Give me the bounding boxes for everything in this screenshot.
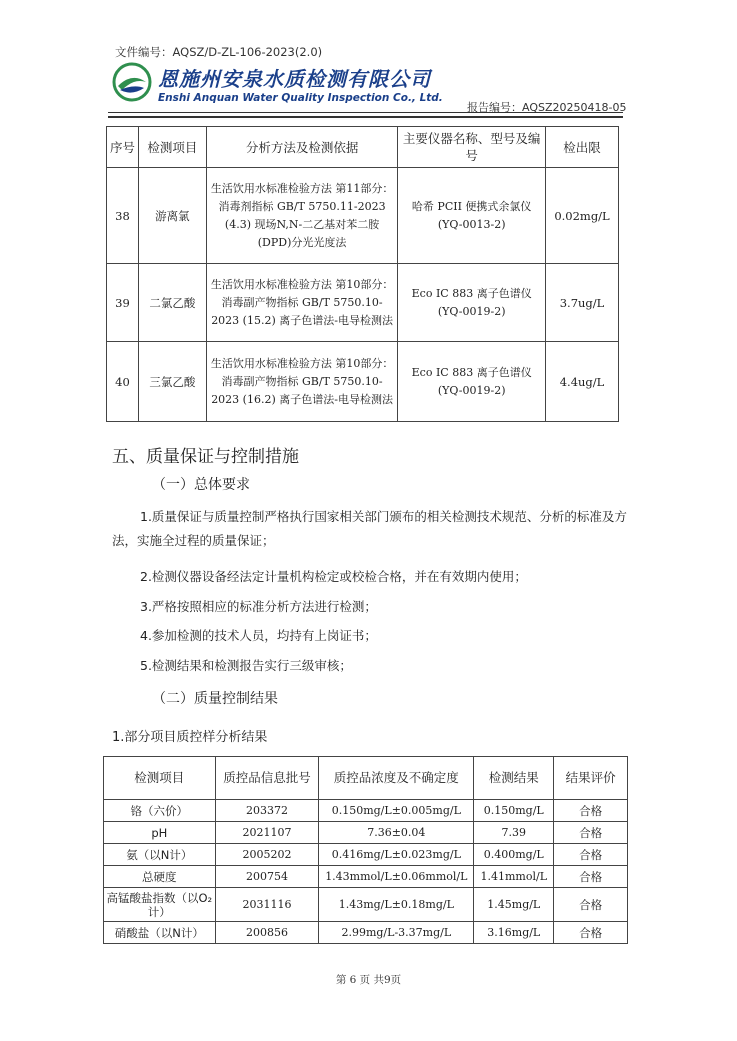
row-method: 生活饮用水标准检验方法 第11部分：消毒剂指标 GB/T 5750.11-2023 (4.3) 现场N,N-二乙基对苯二胺(DPD)分光光度法 bbox=[206, 168, 398, 264]
table-row bbox=[104, 888, 628, 922]
row-limit: 4.4ug/L bbox=[546, 342, 619, 422]
table-row bbox=[104, 866, 628, 888]
qc-conc: 0.150mg/L±0.005mg/L bbox=[319, 800, 474, 822]
qc-result: 1.45mg/L bbox=[474, 888, 554, 922]
col-header-method: 分析方法及检测依据 bbox=[206, 127, 398, 168]
row-limit: 0.02mg/L bbox=[546, 168, 619, 264]
qc-eval: 合格 bbox=[554, 800, 628, 822]
requirement-item-3: 3.严格按照相应的标准分析方法进行检测； bbox=[140, 599, 377, 614]
qc-item: pH bbox=[104, 822, 216, 844]
qc-item: 氨（以N计） bbox=[104, 844, 216, 866]
qc-item: 铬（六价） bbox=[104, 800, 216, 822]
qc-conc: 1.43mmol/L±0.06mmol/L bbox=[319, 866, 474, 888]
col-header-conc: 质控品浓度及不确定度 bbox=[319, 757, 474, 800]
qc-batch: 2021107 bbox=[215, 822, 319, 844]
requirement-item-1: 1.质量保证与质量控制严格执行国家相关部门颁布的相关检测技术规范、分析的标准及方法，实施全过程的质量保证； bbox=[112, 509, 627, 548]
qc-eval: 合格 bbox=[554, 822, 628, 844]
qc-conc: 7.36±0.04 bbox=[319, 822, 474, 844]
table-row bbox=[104, 844, 628, 866]
table-header-row bbox=[104, 757, 628, 800]
qc-result: 0.150mg/L bbox=[474, 800, 554, 822]
table-row bbox=[104, 922, 628, 944]
table-row bbox=[104, 800, 628, 822]
qc-batch: 2005202 bbox=[215, 844, 319, 866]
company-name-cn: 恩施州安泉水质检测有限公司 bbox=[158, 67, 431, 91]
row-no: 39 bbox=[107, 264, 139, 342]
row-instrument: 哈希 PCII 便携式余氯仪 (YQ-0013-2) bbox=[398, 168, 546, 264]
qc-conc: 2.99mg/L-3.37mg/L bbox=[319, 922, 474, 944]
table-row bbox=[107, 264, 619, 342]
page-number: 第 6 页 共9页 bbox=[335, 974, 402, 986]
row-no: 40 bbox=[107, 342, 139, 422]
subsection-qc-results: （二）质量控制结果 bbox=[152, 691, 278, 707]
header-divider-thick bbox=[108, 116, 623, 118]
qc-sample-heading: 1.部分项目质控样分析结果 bbox=[112, 730, 268, 745]
qc-eval: 合格 bbox=[554, 844, 628, 866]
requirement-item-4: 4.参加检测的技术人员，均持有上岗证书； bbox=[140, 628, 377, 643]
report-number: 报告编号：AQSZ20250418-05 bbox=[467, 101, 627, 114]
col-header-no: 序号 bbox=[107, 127, 139, 168]
row-instrument: Eco IC 883 离子色谱仪 (YQ-0019-2) bbox=[398, 264, 546, 342]
col-header-item: 检测项目 bbox=[104, 757, 216, 800]
row-no: 38 bbox=[107, 168, 139, 264]
qc-batch: 200856 bbox=[215, 922, 319, 944]
requirement-item-5: 5.检测结果和检测报告实行三级审核； bbox=[140, 658, 352, 673]
col-header-eval: 结果评价 bbox=[554, 757, 628, 800]
qc-eval: 合格 bbox=[554, 922, 628, 944]
col-header-item: 检测项目 bbox=[138, 127, 206, 168]
row-instrument: Eco IC 883 离子色谱仪 (YQ-0019-2) bbox=[398, 342, 546, 422]
qc-batch: 2031116 bbox=[215, 888, 319, 922]
qc-eval: 合格 bbox=[554, 866, 628, 888]
document-number: 文件编号：AQSZ/D-ZL-106-2023(2.0) bbox=[115, 45, 323, 59]
qc-table bbox=[103, 756, 628, 944]
row-item: 二氯乙酸 bbox=[138, 264, 206, 342]
company-name-en: Enshi Anquan Water Quality Inspection Co., Ltd. bbox=[158, 92, 443, 104]
row-limit: 3.7ug/L bbox=[546, 264, 619, 342]
table-header-row bbox=[107, 127, 619, 168]
qc-result: 1.41mmol/L bbox=[474, 866, 554, 888]
table-row bbox=[104, 822, 628, 844]
table-row bbox=[107, 168, 619, 264]
qc-eval: 合格 bbox=[554, 888, 628, 922]
col-header-batch: 质控品信息批号 bbox=[215, 757, 319, 800]
qc-item: 高锰酸盐指数（以O₂计） bbox=[104, 888, 216, 922]
row-method: 生活饮用水标准检验方法 第10部分：消毒副产物指标 GB/T 5750.10-2023 (15.2) 离子色谱法-电导检测法 bbox=[206, 264, 398, 342]
qc-result: 0.400mg/L bbox=[474, 844, 554, 866]
qc-batch: 203372 bbox=[215, 800, 319, 822]
header-divider bbox=[108, 112, 623, 113]
company-logo-icon bbox=[112, 62, 152, 102]
qc-result: 3.16mg/L bbox=[474, 922, 554, 944]
requirement-item-2: 2.检测仪器设备经法定计量机构检定或校检合格，并在有效期内使用； bbox=[140, 569, 527, 584]
table-row bbox=[107, 342, 619, 422]
col-header-result: 检测结果 bbox=[474, 757, 554, 800]
col-header-instrument: 主要仪器名称、型号及编号 bbox=[398, 127, 546, 168]
col-header-limit: 检出限 bbox=[546, 127, 619, 168]
method-table bbox=[106, 126, 619, 422]
qc-conc: 1.43mg/L±0.18mg/L bbox=[319, 888, 474, 922]
subsection-general: （一）总体要求 bbox=[152, 477, 250, 493]
qc-item: 硝酸盐（以N计） bbox=[104, 922, 216, 944]
row-item: 三氯乙酸 bbox=[138, 342, 206, 422]
qc-result: 7.39 bbox=[474, 822, 554, 844]
row-item: 游离氯 bbox=[138, 168, 206, 264]
qc-conc: 0.416mg/L±0.023mg/L bbox=[319, 844, 474, 866]
qc-item: 总硬度 bbox=[104, 866, 216, 888]
row-method: 生活饮用水标准检验方法 第10部分：消毒副产物指标 GB/T 5750.10-2023 (16.2) 离子色谱法-电导检测法 bbox=[206, 342, 398, 422]
section-title: 五、质量保证与控制措施 bbox=[112, 447, 299, 467]
qc-batch: 200754 bbox=[215, 866, 319, 888]
